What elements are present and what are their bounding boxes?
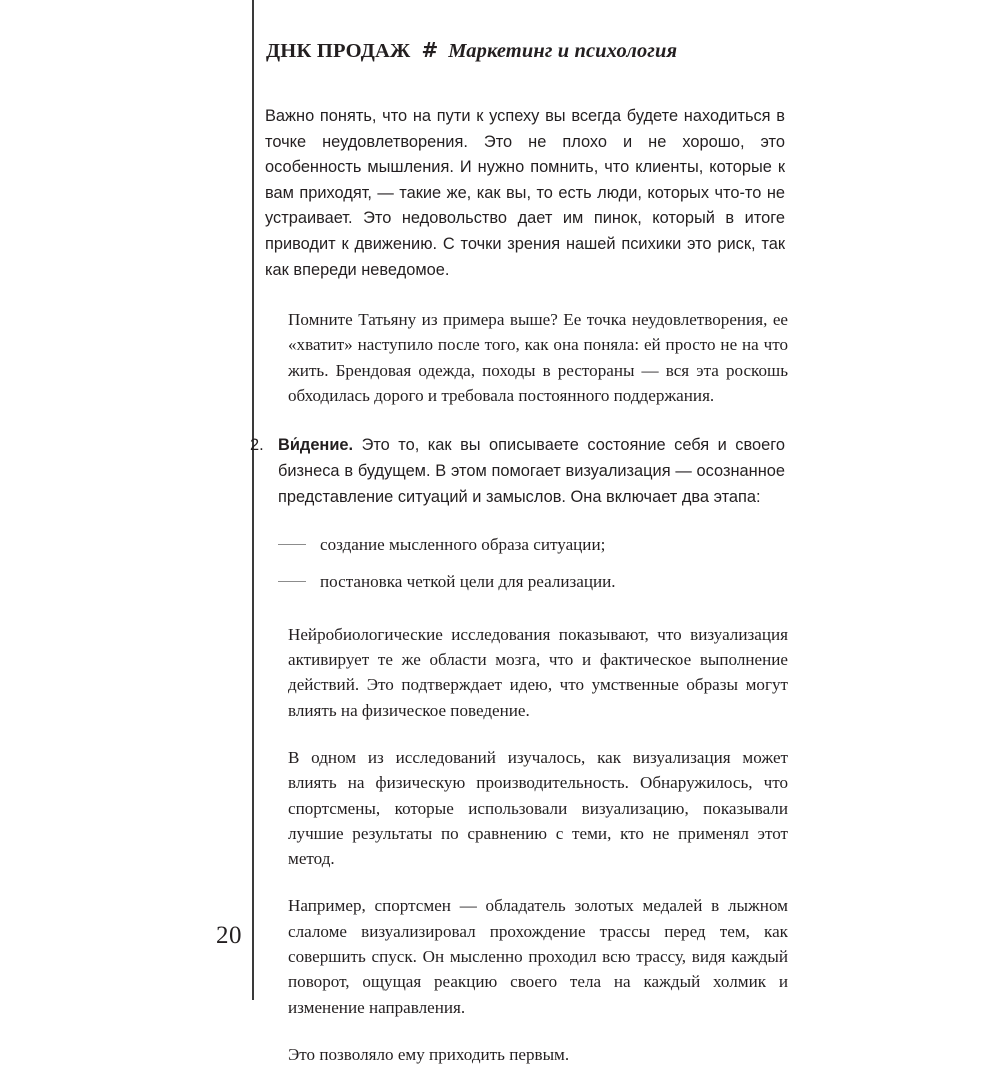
body-paragraph-5: Это позволяло ему приходить первым. — [288, 1044, 570, 1064]
list-item — [278, 569, 785, 594]
list-item-lead-in: Ви́дение. — [278, 436, 354, 455]
running-head — [266, 38, 677, 64]
em-dash-bullet-icon — [278, 581, 306, 582]
dash-item-label: создание мысленного образа ситуации; — [320, 535, 606, 555]
body-paragraph-4: Например, спортсмен — обладатель золотых медалей в лыжном слаломе визуализировал прохождение трассы перед тем, как совершить спуск. Он мысленно проходил всю трассу, видя каждый поворот, ощущая реакцию своего тела на каждый холмик и изменение направления. — [288, 896, 788, 1017]
list-item-text: Это то, как вы описываете состояние себя и своего бизнеса в будущем. В этом помогает визуализация — осознанное представление ситуаций и замыслов. Она включает два этапа: — [278, 436, 785, 506]
hash-ornament-icon: # — [421, 38, 439, 62]
running-head-chapter-title: Маркетинг и психология — [448, 40, 678, 62]
list-item-paragraph — [278, 433, 785, 510]
body-column — [250, 104, 788, 1067]
dash-item-label: постановка четкой цели для реализации. — [320, 572, 616, 592]
closing-paragraph-stack — [288, 622, 788, 1067]
page-number: 20 — [216, 922, 242, 949]
body-paragraph-2: Нейробиологические исследования показывают, что визуализация активирует те же области мозга, что и фактическое выполнение действий. Это подтверждает идею, что умственные образы могут влиять на физическое поведение. — [288, 624, 788, 720]
running-head-book-title: ДНК ПРОДАЖ — [266, 40, 411, 62]
em-dash-bullet-icon — [278, 544, 306, 545]
numbered-list-item-2 — [250, 433, 785, 510]
inset-paragraph: Помните Татьяну из примера выше? Ее точка неудовлетворения, ее «хватит» наступило после того, как она поняла: ей просто не на что жить. Брендовая одежда, походы в рестораны — вся эта роскошь обходилась дорого и требовала постоянного поддержания. — [288, 310, 788, 406]
list-item-content — [278, 433, 785, 510]
inset-block — [288, 307, 788, 408]
body-paragraph-3: В одном из исследований изучалось, как визуализация может влиять на физическую производительность. Обнаружилось, что спортсмены, которые использовали визуализацию, показывали лучшие результаты по сравнению с теми, кто не применял этот метод. — [288, 747, 788, 869]
list-item-marker: 2. — [250, 436, 264, 455]
dash-bullet-list — [278, 532, 785, 595]
body-paragraph-1: Важно понять, что на пути к успеху вы всегда будете находиться в точке неудовлетворения. Это не плохо и не хорошо, это особенность мышления. И нужно помнить, что клиенты, которые к вам приходят, — такие же, как вы, то есть люди, которых что-то не устраивает. Это недовольство дает им пинок, который в итоге приводит к движению. С точки зрения нашей психики это риск, так как впереди неведомое. — [265, 107, 785, 279]
list-item — [278, 532, 785, 557]
